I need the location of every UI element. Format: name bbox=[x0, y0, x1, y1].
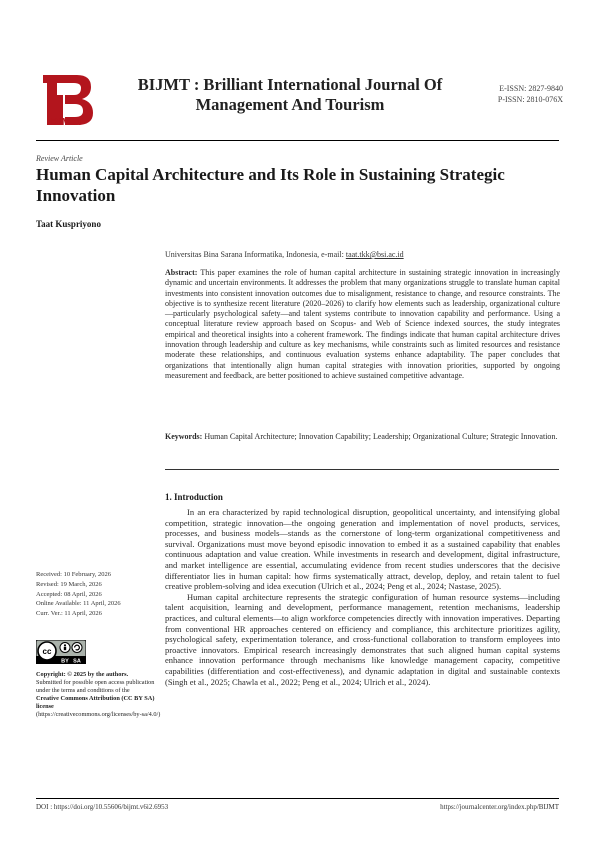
paragraph: In an era characterized by rapid technological disruption, geopolitical uncertainty, and intensifying global competition, strategic innovation—the ongoing generation and implementation of novel products, services, processes, and business models—stands as the cornerstone of long-term organizational competitiveness and survival. Organizations must move beyond episodic innovation to embed it as a sustained capability that enables continuous adaptation and value creation. While investments in research and development, digital infrastructure, and market intelligence are essential, accumulating evidence from recent studies underscores that the decisive differentiator lies in human capital: how firms systematically attract, develop, deploy, and retain talent to fuel creative problem-solving and idea execution (Ulrich et al., 2024; Peng et al., 2024; Nastase, 2025). bbox=[165, 507, 560, 592]
date-accepted: Accepted: 08 April, 2026 bbox=[36, 590, 102, 598]
article-dates bbox=[36, 570, 161, 619]
abstract bbox=[165, 268, 560, 381]
logo-wordmark: BIMJT bbox=[50, 117, 84, 128]
date-received: Received: 10 February, 2026 bbox=[36, 571, 112, 578]
pissn: P-ISSN: 2810-076X bbox=[497, 95, 563, 104]
section-heading: 1. Introduction bbox=[165, 492, 223, 502]
journal-title: BIJMT : Brilliant International Journal Of Management And Tourism bbox=[137, 75, 443, 114]
date-revised: Revised: 19 March, 2026 bbox=[36, 580, 102, 588]
copyright-notice bbox=[36, 671, 161, 719]
cc-label: cc bbox=[42, 647, 52, 656]
cc-sa-label: SA bbox=[73, 658, 81, 664]
date-current-version: Curr. Ver.: 11 April, 2026 bbox=[36, 610, 102, 618]
copyright-text: Submitted for possible open access publication under the terms and conditions of the bbox=[36, 679, 155, 694]
copyright-line: Copyright: © 2025 by the authors. bbox=[36, 671, 129, 678]
abstract-text: This paper examines the role of human capital architecture in sustaining strategic innovation in increasingly dynamic and uncertain environments. It addresses the problem that many organizations struggle to translate human capital investments into consistent innovation outcomes due to misalignment, resistance to change, and resource constraints. The objective is to synthesize recent literature (2020–2026) to clarify how elements such as leadership, organizational culture—particularly psychological safety—and talent systems contribute to innovation capability and performance. Using a conceptual literature review approach based on Scopus- and Web of Science indexed sources, the study integrates empirical and theoretical insights into a coherent framework. The findings indicate that human capital architecture drives innovation through leadership and culture as key mechanisms, while constraints such as limited resources and resistance moderate these relationships, and continuous evaluation systems enhance adaptability. The paper concludes that organizations that intentionally align human capital strategies with innovation priorities, supported by ongoing measurement and feedback, are better positioned to achieve sustained competitive advantage. bbox=[165, 268, 560, 380]
footer-doi-link[interactable]: DOI : https://doi.org/10.55606/bijmt.v6i2.6953 bbox=[36, 803, 169, 811]
cc-by-label: BY bbox=[61, 658, 69, 664]
abstract-label: Abstract: bbox=[165, 268, 198, 277]
section-body bbox=[165, 507, 560, 687]
keywords bbox=[165, 432, 560, 442]
author-name: Taat Kuspriyono bbox=[36, 219, 101, 229]
eissn: E-ISSN: 2827-9840 bbox=[499, 84, 563, 93]
keywords-text: Human Capital Architecture; Innovation Capability; Leadership; Organizational Culture; Strategic Innovation. bbox=[204, 432, 558, 441]
issn-block bbox=[478, 83, 563, 105]
keywords-label: Keywords: bbox=[165, 432, 203, 441]
author-email-link[interactable]: taat.tkk@bsi.ac.id bbox=[345, 250, 404, 259]
cc-by-sa-badge-icon bbox=[36, 640, 86, 664]
license-url[interactable]: (https://creativecommons.org/licenses/by-sa/4.0/) bbox=[36, 711, 161, 718]
footer-journal-link[interactable]: https://journalcenter.org/index.php/BIJMT bbox=[440, 803, 559, 811]
footer-rule bbox=[36, 798, 559, 799]
header-rule bbox=[36, 140, 559, 141]
date-online: Online Available: 11 April, 2026 bbox=[36, 600, 121, 608]
paragraph: Human capital architecture represents the strategic configuration of human resource systems—including talent acquisition, learning and development, performance management, retention mechanisms, leadership practices, and cultural elements—to align workforce competencies directly with innovation imperatives. Departing from conventional HR approaches centered on efficiency and compliance, this architecture prioritizes agility, psychological safety, experimentation tolerance, and cross-functional collaboration to transform employees into proactive innovators. Empirical research increasingly demonstrates that such aligned human capital systems enhance innovation performance through mechanisms like knowledge management capacity, competitive capabilities (differentiation and cost-effectiveness), and dynamic adaptation in digital and sustainable contexts (Singh et al., 2025; Chawla et al., 2022; Peng et al., 2024; Ulrich et al., 2024). bbox=[165, 591, 560, 687]
license-name: Creative Commons Attribution (CC BY SA) license bbox=[36, 695, 155, 710]
affiliation bbox=[165, 250, 404, 259]
article-title: Human Capital Architecture and Its Role in Sustaining Strategic Innovation bbox=[36, 165, 505, 205]
article-type: Review Article bbox=[36, 154, 83, 163]
affiliation-text: Universitas Bina Sarana Informatika, Indonesia, e-mail: bbox=[165, 250, 344, 259]
keywords-rule bbox=[165, 469, 559, 470]
